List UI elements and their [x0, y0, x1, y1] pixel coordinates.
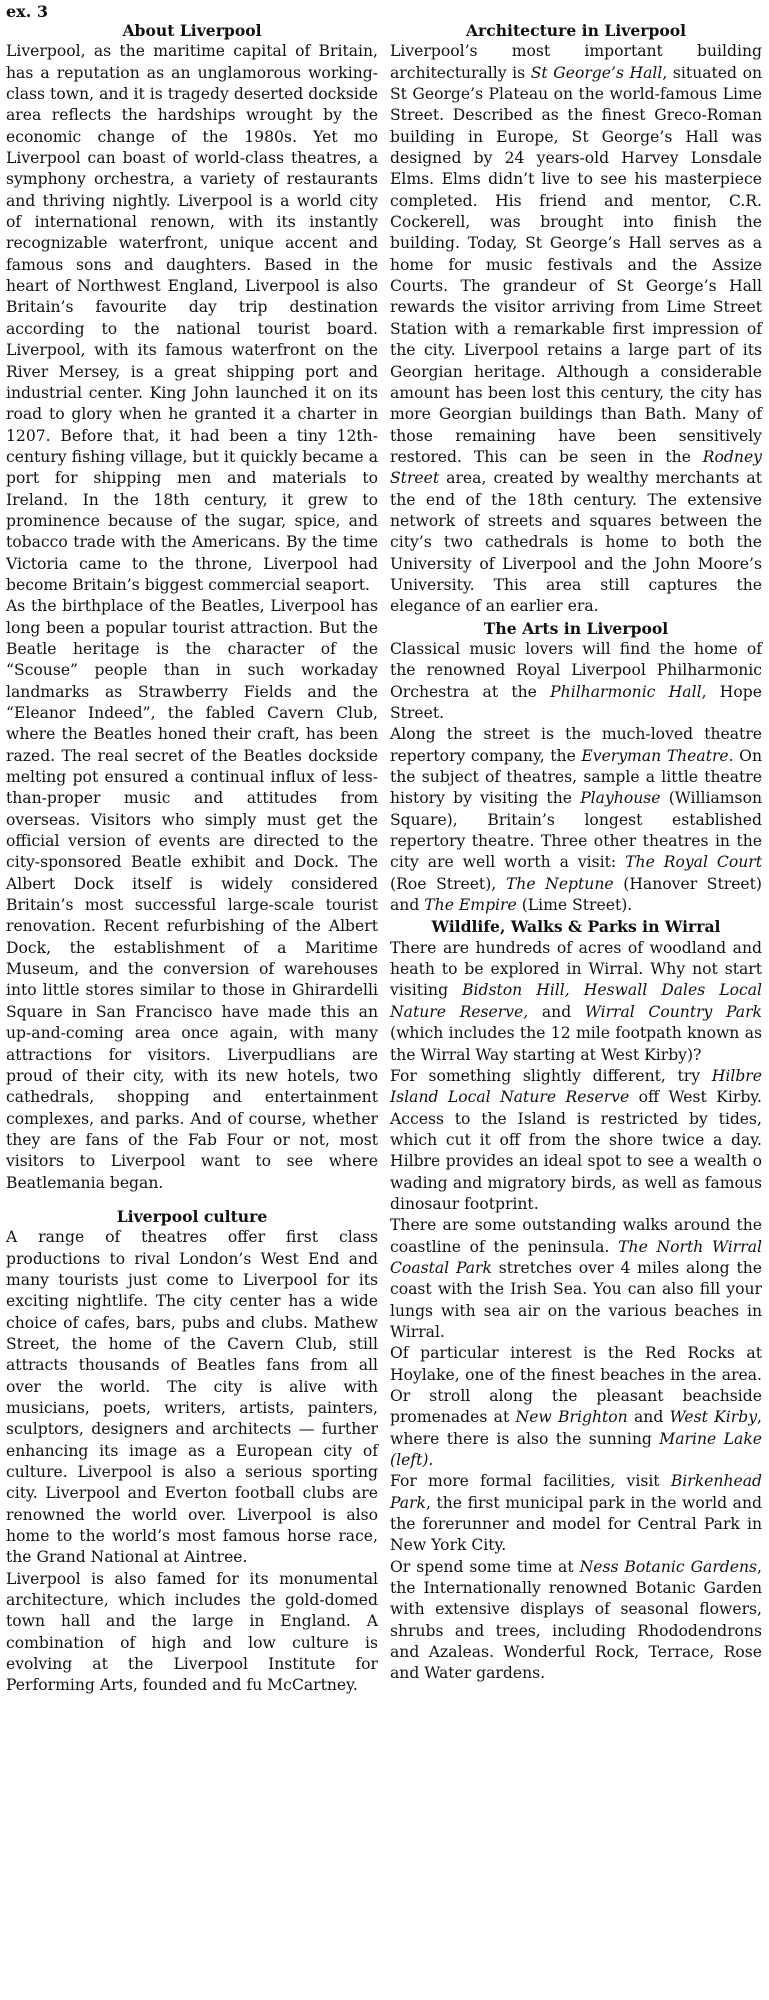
text-run: For more formal facilities, visit [390, 1472, 671, 1491]
text-run: off West Kirby. Access to the Island is restricted by tides, which cut it off from the shore twice a day. Hilbre provides an ideal spot to see a wealth o wading and migratory birds, as well as famous dinosaur footprint. [390, 1088, 762, 1213]
arts-paragraph-1 [390, 639, 762, 724]
wildlife-paragraph-3 [390, 1215, 762, 1343]
italic-run: The Neptune [505, 874, 614, 893]
text-run: (Lime Street). [516, 896, 633, 915]
text-run: (Williamson Square), Britain’s longest established repertory theatre. Three other theatres in the city are well worth a visit: [390, 789, 762, 872]
italic-run: Ness Botanic Gardens [579, 1557, 758, 1576]
culture-paragraph-1: A range of theatres offer first class productions to rival London’s West End and many tourists just come to Liverpool for its exciting nightlife. The city center has a wide choice of cafes, bars, pubs and clubs. Mathew Street, the home of the Cavern Club, still attracts thousands of Beatles fans from all over the world. The city is alive with musicians, poets, writers, artists, painters, sculptors, designers and architects — further enhancing its image as a European city of culture. Liverpool is also a serious sporting city. Liverpool and Everton football clubs are renowned the world over. Liverpool is also home to the world’s most famous horse race, the Grand National at Aintree. [6, 1228, 378, 1567]
text-run: Classical music lovers will find the home of the renowned Royal Liverpool Philharmonic Orchestra at the [390, 639, 762, 701]
text-run: For something slightly different, try [390, 1066, 712, 1085]
italic-run: Birkenhead Park [390, 1472, 762, 1512]
text-run: (Roe Street), [390, 874, 506, 893]
architecture-heading: Architecture in Liverpool [465, 21, 687, 40]
about-liverpool-heading: About Liverpool [122, 21, 262, 40]
italic-run: Rodney Street [390, 447, 762, 488]
italic-run: Philharmonic Hall [550, 682, 702, 701]
exercise-label: ex. 3 [6, 2, 48, 21]
text-run: stretches over 4 miles along the coast with the Irish Sea. You can also fill your lungs with sea air on the various beaches in Wirral. [390, 1258, 762, 1341]
liverpool-culture-heading: Liverpool culture [116, 1206, 268, 1226]
italic-run: New Brighton [515, 1408, 628, 1427]
italic-run: St George’s Hall [530, 63, 663, 82]
italic-run: Bidston Hill, Heswall Dales Local Nature Reserve, [390, 981, 762, 1021]
text-run: There are some outstanding walks around the coastline of the peninsula. [390, 1216, 762, 1256]
text-run: , situated on St George’s Plateau on the world-famous Lime Street. Described as the finest Greco-Roman building in Europe, St George’s Hall was designed by 24 years-old Harvey Lonsdale Elms. Elms didn’t live to see his masterpiece completed. His friend and mentor, C.R. Cockerell, was brought into finish the building. Today, St George’s Hall serves as a home for music festivals and the Assize Courts. The grandeur of St George’s Hall rewards the visitor arriving from Lime Street Station with a remarkable first impression of the city. Liverpool retains a large part of its Georgian heritage. Although a considerable amount has been lost this century, the city has more Georgian buildings than Bath. Many of those remaining have been sensitively restored. This can be seen in the [390, 63, 763, 466]
culture-paragraph-2: Liverpool is also famed for its monumental architecture, which includes the gold-domed town hall and the large in England. A combination of high and low culture is evolving at the Liverpool Institute for Performing Arts, founded and fu McCartney. [6, 1569, 378, 1695]
text-run: Liverpool’s most important building architecturally is [390, 42, 762, 82]
text-run: . On the subject of theatres, sample a little theatre history by visiting the [390, 746, 762, 808]
arts-paragraph-2 [390, 724, 762, 916]
right-column [390, 20, 762, 1697]
text-run: and [627, 1408, 670, 1427]
text-run: There are hundreds of acres of woodland and heath to be explored in Wirral. Why not start visiting [390, 938, 762, 1000]
text-run: (Hanover Street) and [390, 874, 762, 915]
about-paragraph-1: Liverpool, as the maritime capital of Britain, has a reputation as an unglamorous working-class town, and it is tragedy deserted dockside area reflects the hardships wrought by the economic change of the 1980s. Yet mo Liverpool can boast of world-class theatres, a symphony orchestra, a variety of restaurants and thriving nightly. Liverpool is a world city of international renown, with its instantly recognizable waterfront, unique accent and famous sons and daughters. Based in the heart of Northwest England, Liverpool is also Britain’s favourite day trip destination according to the national tourist board. Liverpool, with its famous waterfront on the River Mersey, is a great shipping port and industrial center. King John launched it on its road to glory when he granted it a charter in 1207. Before that, it had been a tiny 12th-century fishing village, but it quickly became a port for shipping men and materials to Ireland. In the 18th century, it grew to prominence because of the sugar, spice, and tobacco trade with the Americans. By the time Victoria came to the throne, Liverpool had become Britain’s biggest commercial seaport. [6, 42, 378, 594]
two-column-layout [6, 20, 763, 1697]
text-run: and [528, 1002, 585, 1021]
italic-run: The Royal Court [625, 853, 762, 872]
wildlife-paragraph-5 [390, 1471, 762, 1556]
wildlife-paragraph-4 [390, 1343, 762, 1471]
italic-run: West Kirby [669, 1408, 758, 1427]
text-run: Along the street is the much-loved theatre repertory company, the [390, 725, 762, 765]
text-run: (which includes the 12 mile footpath known as the Wirral Way starting at West Kirby)? [390, 1024, 762, 1064]
italic-run: Wirral Country Park [584, 1002, 762, 1021]
italic-run: The Empire [424, 896, 517, 915]
text-run: Of particular interest is the Red Rocks at Hoylake, one of the finest beaches in the area. Or stroll along the pleasant beachside promenades at [390, 1344, 762, 1427]
text-run: , the Internationally renowned Botanic Garden with extensive displays of seasonal flowers, shrubs and trees, including Rhododendrons and Azaleas. Wonderful Rock, Terrace, Rose and Water gardens. [390, 1557, 763, 1683]
italic-run: Playhouse [580, 789, 661, 808]
italic-run: Marine Lake (left). [390, 1429, 763, 1470]
wildlife-paragraph-6 [390, 1557, 762, 1685]
text-run: Or spend some time at [390, 1557, 580, 1576]
text-run: , the first municipal park in the world and the forerunner and model for Central Park in New York City. [390, 1493, 762, 1555]
italic-run: Everyman Theatre [581, 746, 729, 765]
text-run: , Hope Street. [390, 682, 762, 722]
text-run: area, created by wealthy merchants at the end of the 18th century. The extensive network of streets and squares between the city’s two cathedrals is home to both the University of Liverpool and the John Moore’s University. This area still captures the elegance of an earlier era. [390, 469, 762, 616]
arts-heading: The Arts in Liverpool [483, 618, 669, 638]
italic-run: The North Wirral Coastal Park [390, 1237, 762, 1277]
wildlife-paragraph-2 [390, 1066, 762, 1215]
architecture-paragraph [390, 41, 762, 617]
wildlife-paragraph-1 [390, 938, 762, 1066]
about-paragraph-2: As the birthplace of the Beatles, Liverpool has long been a popular tourist attraction. But the Beatle heritage is the character of the “Scouse” people than in such workaday landmarks as Strawberry Fields and the “Eleanor Indeed”, the fabled Cavern Club, where the Beatles honed their craft, has been razed. The real secret of the Beatles dockside melting pot ensured a continual influx of less-than-proper music and attitudes from overseas. Visitors who simply must get the official version of events are directed to the city-sponsored Beatle exhibit and Dock. The Albert Dock itself is widely considered Britain’s most successful large-scale tourist renovation. Recent refurbishing of the Albert Dock, the establishment of a Maritime Museum, and the conversion of warehouses into little stores similar to those in Ghirardelli Square in San Francisco have made this an up-and-coming area once again, with many attractions for visitors. Liverpudlians are proud of their city, with its new hotels, two cathedrals, shopping and entertainment complexes, and parks. And of course, whether they are fans of the Fab Four or not, most visitors to Liverpool want to see where Beatlemania began. [6, 597, 378, 1192]
wildlife-heading: Wildlife, Walks & Parks in Wirral [431, 917, 721, 937]
left-column [6, 20, 378, 1697]
italic-run: Hilbre Island Local Nature Reserve [390, 1066, 762, 1107]
text-run: , where there is also the sunning [390, 1408, 762, 1448]
